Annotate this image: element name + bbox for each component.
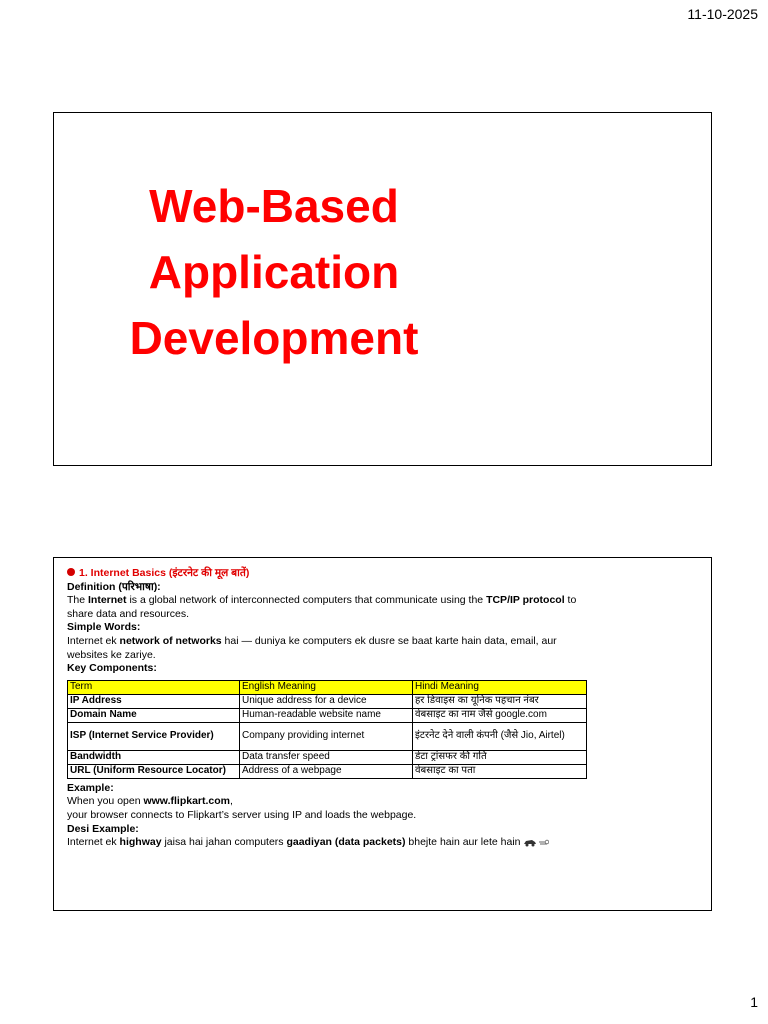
desi-part: jaisa hai jahan computers: [161, 836, 287, 849]
slide-content: [67, 567, 593, 850]
table-cell-english: Human-readable website name: [240, 708, 413, 722]
example-text-line2: your browser connects to Flipkart’s server using IP and loads the webpage.: [67, 808, 417, 821]
desi-bold: gaadiyan (data packets): [286, 836, 406, 849]
table-cell-hindi: इंटरनेट देने वाली कंपनी (जैसे Jio, Airtel): [413, 722, 587, 750]
table-cell-english: Company providing internet: [240, 722, 413, 750]
definition-bold: Internet: [88, 594, 127, 607]
table-cell-hindi: वेबसाइट का पता: [413, 764, 587, 778]
definition-part: The: [67, 594, 89, 607]
table-cell-hindi: डेटा ट्रांसफर की गति: [413, 750, 587, 764]
table-cell-hindi: वेबसाइट का नाम जैसे google.com: [413, 708, 587, 722]
header-date: 11-10-2025: [687, 6, 758, 22]
simple-words-part: Internet ek: [67, 634, 120, 647]
table-header-row: [68, 680, 587, 694]
page-number: 1: [750, 994, 758, 1010]
definition-bold: TCP/IP protocol: [486, 594, 565, 607]
definition-label: Definition (परिभाषा):: [67, 580, 161, 593]
table-row: [68, 750, 587, 764]
table-cell-term: URL (Uniform Resource Locator): [68, 764, 240, 778]
table-cell-english: Address of a webpage: [240, 764, 413, 778]
pin-icon: [67, 568, 75, 576]
title-line-2: Application: [148, 246, 400, 298]
section-heading: [67, 567, 593, 581]
example-label: Example:: [67, 781, 114, 794]
desi-example-label: Desi Example:: [67, 822, 139, 835]
table-row: [68, 708, 587, 722]
desi-part: bhejte hain aur lete hain: [405, 836, 521, 849]
definition-part: to share data and resources.: [67, 594, 577, 620]
table-cell-term: ISP (Internet Service Provider): [68, 722, 240, 750]
slide-title-text: [54, 173, 494, 371]
simple-words-text: [67, 635, 593, 662]
slide-title: [53, 112, 712, 466]
table-cell-term: IP Address: [68, 694, 240, 708]
key-components-label: Key Components:: [67, 662, 157, 675]
table-row: [68, 764, 587, 778]
section-heading-text: 1. Internet Basics (इंटरनेट की मूल बातें): [79, 567, 250, 579]
definition-part: is a global network of interconnected computers that communicate using the: [126, 594, 487, 607]
desi-part: Internet ek: [67, 836, 120, 849]
table-header-cell: English Meaning: [240, 680, 413, 694]
key-components-table: [67, 680, 587, 779]
table-cell-term: Bandwidth: [68, 750, 240, 764]
table-header-cell: Term: [68, 680, 240, 694]
desi-example-text: [67, 836, 593, 850]
simple-words-label: Simple Words:: [67, 621, 141, 634]
table-header-cell: Hindi Meaning: [413, 680, 587, 694]
simple-words-part: hai — duniya ke computers ek dusre se baat karte hain data, email, aur websites ke zariye.: [67, 634, 557, 661]
slide-internet-basics: [53, 557, 712, 911]
simple-words-bold: network of networks: [119, 634, 222, 647]
definition-text: [67, 594, 593, 621]
example-part: When you open: [67, 795, 144, 808]
example-text: [67, 795, 593, 809]
table-cell-term: Domain Name: [68, 708, 240, 722]
table-cell-english: Unique address for a device: [240, 694, 413, 708]
title-line-3: Development: [129, 312, 419, 364]
title-line-1: Web-Based: [149, 180, 399, 232]
table-row: [68, 694, 587, 708]
example-url: www.flipkart.com: [143, 795, 231, 808]
desi-bold: highway: [119, 836, 162, 849]
car-icon: [523, 838, 549, 847]
table-row: [68, 722, 587, 750]
table-cell-hindi: हर डिवाइस का यूनिक पहचान नंबर: [413, 694, 587, 708]
example-part: ,: [230, 795, 233, 808]
table-cell-english: Data transfer speed: [240, 750, 413, 764]
